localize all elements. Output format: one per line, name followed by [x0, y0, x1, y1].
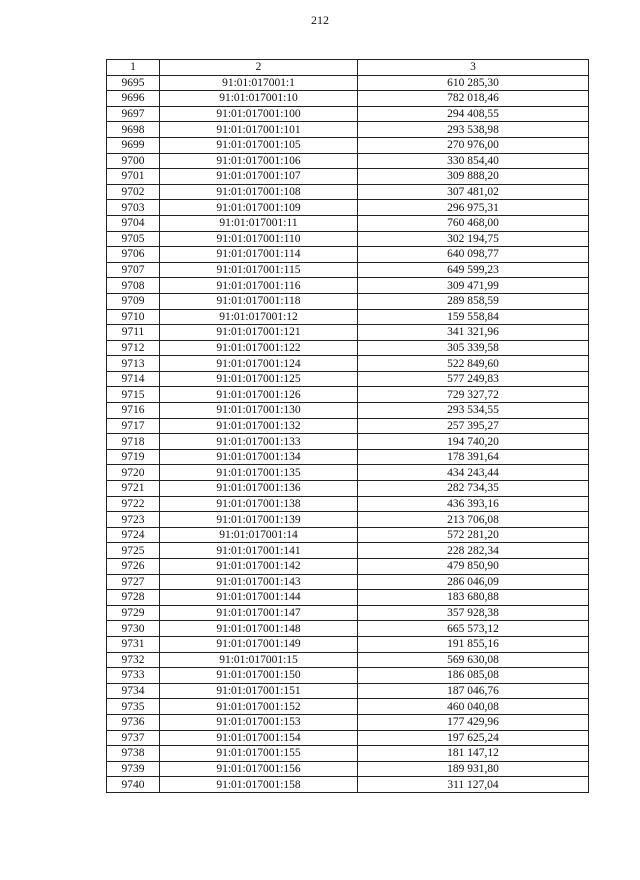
row-number-cell: 9701 [107, 169, 160, 185]
cadastral-number-cell: 91:01:017001:155 [160, 746, 358, 762]
cadastral-value-cell: 309 471,99 [358, 278, 589, 294]
cadastral-value-cell: 649 599,23 [358, 262, 589, 278]
row-number-cell: 9724 [107, 527, 160, 543]
cadastral-number-cell: 91:01:017001:101 [160, 122, 358, 138]
table-row [107, 387, 589, 403]
row-number-cell: 9706 [107, 247, 160, 263]
row-number-cell: 9723 [107, 512, 160, 528]
cadastral-number-cell: 91:01:017001:124 [160, 356, 358, 372]
cadastral-value-cell: 357 928,38 [358, 605, 589, 621]
table-body [107, 75, 589, 792]
table-row [107, 247, 589, 263]
cadastral-number-cell: 91:01:017001:100 [160, 106, 358, 122]
row-number-cell: 9727 [107, 574, 160, 590]
cadastral-number-cell: 91:01:017001:135 [160, 465, 358, 481]
row-number-cell: 9729 [107, 605, 160, 621]
cadastral-value-cell: 194 740,20 [358, 434, 589, 450]
table-row [107, 169, 589, 185]
table-row [107, 356, 589, 372]
table-row [107, 761, 589, 777]
table-row [107, 746, 589, 762]
cadastral-value-cell: 186 085,08 [358, 668, 589, 684]
table-row [107, 75, 589, 91]
table-row [107, 730, 589, 746]
row-number-cell: 9707 [107, 262, 160, 278]
cadastral-value-cell: 183 680,88 [358, 590, 589, 606]
cadastral-number-cell: 91:01:017001:107 [160, 169, 358, 185]
cadastral-number-cell: 91:01:017001:1 [160, 75, 358, 91]
row-number-cell: 9735 [107, 699, 160, 715]
table-row [107, 777, 589, 793]
column-header-number: 1 [107, 60, 160, 76]
row-number-cell: 9714 [107, 371, 160, 387]
cadastral-value-cell: 479 850,90 [358, 559, 589, 575]
cadastral-number-cell: 91:01:017001:11 [160, 215, 358, 231]
table-row [107, 91, 589, 107]
row-number-cell: 9699 [107, 137, 160, 153]
cadastral-number-cell: 91:01:017001:148 [160, 621, 358, 637]
table-row [107, 481, 589, 497]
cadastral-number-cell: 91:01:017001:118 [160, 293, 358, 309]
cadastral-value-cell: 177 429,96 [358, 714, 589, 730]
cadastral-value-table [106, 59, 589, 793]
cadastral-number-cell: 91:01:017001:126 [160, 387, 358, 403]
cadastral-value-cell: 640 098,77 [358, 247, 589, 263]
cadastral-value-cell: 270 976,00 [358, 137, 589, 153]
row-number-cell: 9711 [107, 325, 160, 341]
cadastral-number-cell: 91:01:017001:141 [160, 543, 358, 559]
cadastral-number-cell: 91:01:017001:105 [160, 137, 358, 153]
row-number-cell: 9705 [107, 231, 160, 247]
table-row [107, 605, 589, 621]
cadastral-value-cell: 522 849,60 [358, 356, 589, 372]
cadastral-value-cell: 213 706,08 [358, 512, 589, 528]
row-number-cell: 9698 [107, 122, 160, 138]
table-row [107, 122, 589, 138]
cadastral-value-cell: 197 625,24 [358, 730, 589, 746]
cadastral-number-cell: 91:01:017001:106 [160, 153, 358, 169]
table-row [107, 106, 589, 122]
row-number-cell: 9720 [107, 465, 160, 481]
cadastral-value-cell: 305 339,58 [358, 340, 589, 356]
table-row [107, 496, 589, 512]
cadastral-number-cell: 91:01:017001:110 [160, 231, 358, 247]
row-number-cell: 9721 [107, 481, 160, 497]
cadastral-number-cell: 91:01:017001:150 [160, 668, 358, 684]
table-row [107, 668, 589, 684]
cadastral-number-cell: 91:01:017001:15 [160, 652, 358, 668]
cadastral-number-cell: 91:01:017001:151 [160, 683, 358, 699]
table-row [107, 293, 589, 309]
row-number-cell: 9703 [107, 200, 160, 216]
cadastral-value-cell: 434 243,44 [358, 465, 589, 481]
table-row [107, 714, 589, 730]
cadastral-value-cell: 181 147,12 [358, 746, 589, 762]
row-number-cell: 9726 [107, 559, 160, 575]
table-row [107, 278, 589, 294]
cadastral-number-cell: 91:01:017001:139 [160, 512, 358, 528]
row-number-cell: 9713 [107, 356, 160, 372]
row-number-cell: 9700 [107, 153, 160, 169]
table-row [107, 325, 589, 341]
row-number-cell: 9732 [107, 652, 160, 668]
cadastral-value-cell: 307 481,02 [358, 184, 589, 200]
cadastral-value-cell: 293 538,98 [358, 122, 589, 138]
row-number-cell: 9734 [107, 683, 160, 699]
cadastral-value-cell: 228 282,34 [358, 543, 589, 559]
table-row [107, 449, 589, 465]
row-number-cell: 9708 [107, 278, 160, 294]
cadastral-number-cell: 91:01:017001:133 [160, 434, 358, 450]
table-row [107, 559, 589, 575]
table-row [107, 137, 589, 153]
row-number-cell: 9738 [107, 746, 160, 762]
cadastral-value-cell: 309 888,20 [358, 169, 589, 185]
table-row [107, 636, 589, 652]
row-number-cell: 9710 [107, 309, 160, 325]
row-number-cell: 9728 [107, 590, 160, 606]
cadastral-value-cell: 330 854,40 [358, 153, 589, 169]
table-row [107, 309, 589, 325]
row-number-cell: 9717 [107, 418, 160, 434]
cadastral-number-cell: 91:01:017001:115 [160, 262, 358, 278]
cadastral-value-cell: 760 468,00 [358, 215, 589, 231]
table-row [107, 699, 589, 715]
row-number-cell: 9725 [107, 543, 160, 559]
table-row [107, 371, 589, 387]
cadastral-value-cell: 569 630,08 [358, 652, 589, 668]
cadastral-number-cell: 91:01:017001:153 [160, 714, 358, 730]
table-row [107, 465, 589, 481]
row-number-cell: 9718 [107, 434, 160, 450]
cadastral-value-cell: 610 285,30 [358, 75, 589, 91]
row-number-cell: 9740 [107, 777, 160, 793]
table-row [107, 683, 589, 699]
cadastral-value-cell: 311 127,04 [358, 777, 589, 793]
cadastral-number-cell: 91:01:017001:143 [160, 574, 358, 590]
cadastral-number-cell: 91:01:017001:134 [160, 449, 358, 465]
column-header-value: 3 [358, 60, 589, 76]
row-number-cell: 9715 [107, 387, 160, 403]
cadastral-value-cell: 282 734,35 [358, 481, 589, 497]
cadastral-number-cell: 91:01:017001:116 [160, 278, 358, 294]
cadastral-value-cell: 460 040,08 [358, 699, 589, 715]
row-number-cell: 9695 [107, 75, 160, 91]
page-number: 212 [311, 13, 329, 27]
cadastral-number-cell: 91:01:017001:158 [160, 777, 358, 793]
table-row [107, 184, 589, 200]
cadastral-value-cell: 191 855,16 [358, 636, 589, 652]
cadastral-value-cell: 286 046,09 [358, 574, 589, 590]
cadastral-value-cell: 189 931,80 [358, 761, 589, 777]
cadastral-value-cell: 159 558,84 [358, 309, 589, 325]
cadastral-number-cell: 91:01:017001:147 [160, 605, 358, 621]
row-number-cell: 9719 [107, 449, 160, 465]
cadastral-number-cell: 91:01:017001:114 [160, 247, 358, 263]
row-number-cell: 9709 [107, 293, 160, 309]
cadastral-number-cell: 91:01:017001:154 [160, 730, 358, 746]
cadastral-value-cell: 665 573,12 [358, 621, 589, 637]
row-number-cell: 9702 [107, 184, 160, 200]
cadastral-value-cell: 341 321,96 [358, 325, 589, 341]
row-number-cell: 9697 [107, 106, 160, 122]
table-row [107, 403, 589, 419]
table-header-row [107, 60, 589, 76]
column-header-cadastral-number: 2 [160, 60, 358, 76]
cadastral-number-cell: 91:01:017001:136 [160, 481, 358, 497]
cadastral-value-cell: 293 534,55 [358, 403, 589, 419]
cadastral-number-cell: 91:01:017001:14 [160, 527, 358, 543]
table-row [107, 418, 589, 434]
table-row [107, 231, 589, 247]
cadastral-value-cell: 289 858,59 [358, 293, 589, 309]
table-row [107, 340, 589, 356]
cadastral-number-cell: 91:01:017001:144 [160, 590, 358, 606]
table-row [107, 527, 589, 543]
row-number-cell: 9704 [107, 215, 160, 231]
row-number-cell: 9696 [107, 91, 160, 107]
row-number-cell: 9722 [107, 496, 160, 512]
cadastral-number-cell: 91:01:017001:130 [160, 403, 358, 419]
table-row [107, 652, 589, 668]
cadastral-value-cell: 302 194,75 [358, 231, 589, 247]
row-number-cell: 9737 [107, 730, 160, 746]
row-number-cell: 9712 [107, 340, 160, 356]
cadastral-number-cell: 91:01:017001:122 [160, 340, 358, 356]
cadastral-number-cell: 91:01:017001:10 [160, 91, 358, 107]
cadastral-value-cell: 729 327,72 [358, 387, 589, 403]
row-number-cell: 9739 [107, 761, 160, 777]
table-row [107, 621, 589, 637]
table-row [107, 262, 589, 278]
table-row [107, 512, 589, 528]
table-row [107, 215, 589, 231]
cadastral-number-cell: 91:01:017001:109 [160, 200, 358, 216]
table-row [107, 200, 589, 216]
cadastral-value-cell: 187 046,76 [358, 683, 589, 699]
table-row [107, 434, 589, 450]
table-row [107, 590, 589, 606]
cadastral-value-cell: 782 018,46 [358, 91, 589, 107]
cadastral-value-cell: 178 391,64 [358, 449, 589, 465]
cadastral-number-cell: 91:01:017001:156 [160, 761, 358, 777]
cadastral-number-cell: 91:01:017001:138 [160, 496, 358, 512]
cadastral-number-cell: 91:01:017001:149 [160, 636, 358, 652]
table-row [107, 574, 589, 590]
row-number-cell: 9730 [107, 621, 160, 637]
row-number-cell: 9731 [107, 636, 160, 652]
table-row [107, 543, 589, 559]
cadastral-number-cell: 91:01:017001:125 [160, 371, 358, 387]
table-row [107, 153, 589, 169]
cadastral-number-cell: 91:01:017001:12 [160, 309, 358, 325]
cadastral-number-cell: 91:01:017001:132 [160, 418, 358, 434]
cadastral-number-cell: 91:01:017001:108 [160, 184, 358, 200]
cadastral-value-cell: 577 249,83 [358, 371, 589, 387]
cadastral-value-cell: 436 393,16 [358, 496, 589, 512]
row-number-cell: 9733 [107, 668, 160, 684]
cadastral-value-cell: 257 395,27 [358, 418, 589, 434]
cadastral-value-cell: 294 408,55 [358, 106, 589, 122]
cadastral-number-cell: 91:01:017001:142 [160, 559, 358, 575]
cadastral-number-cell: 91:01:017001:121 [160, 325, 358, 341]
cadastral-number-cell: 91:01:017001:152 [160, 699, 358, 715]
row-number-cell: 9736 [107, 714, 160, 730]
cadastral-value-cell: 572 281,20 [358, 527, 589, 543]
row-number-cell: 9716 [107, 403, 160, 419]
cadastral-value-cell: 296 975,31 [358, 200, 589, 216]
